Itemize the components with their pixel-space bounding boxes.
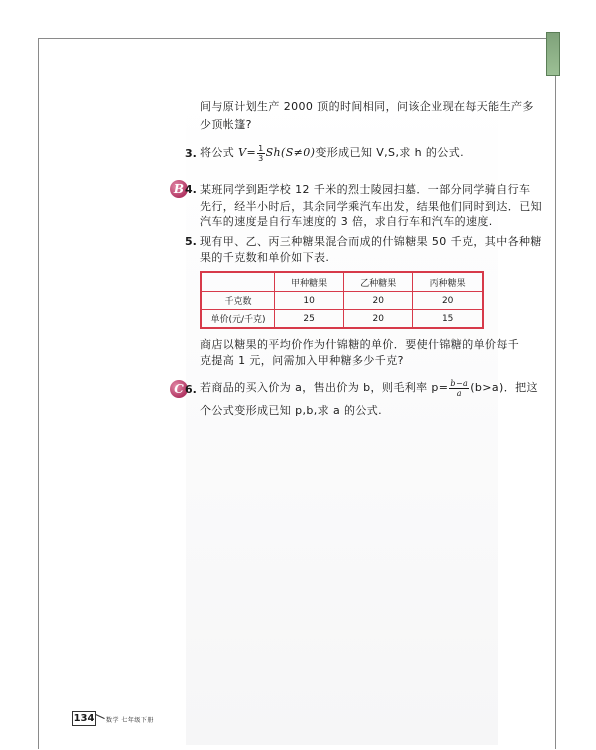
- level-b-badge: B: [170, 180, 188, 198]
- book-title: 数学 七年级下册: [106, 717, 154, 724]
- fraction-numerator: 1: [258, 143, 264, 153]
- problem-3-number: 3.: [185, 147, 197, 160]
- table-header-cell: 丙种糖果: [413, 272, 483, 292]
- level-c-badge: C: [170, 380, 188, 398]
- table-cell: 20: [344, 310, 413, 329]
- problem-4-line-2: 先行，经半小时后，其余同学乘汽车出发，结果他们同时到达．已知: [200, 200, 542, 213]
- problem-4-line-3: 汽车的速度是自行车速度的 3 倍，求自行车和汽车的速度.: [200, 215, 493, 228]
- problem-6-number: 6.: [185, 383, 197, 396]
- table-header-cell: 甲种糖果: [275, 272, 344, 292]
- candy-table: [200, 271, 484, 329]
- problem-4-line-1: 某班同学到距学校 12 千米的烈士陵园扫墓．一部分同学骑自行车: [200, 183, 531, 196]
- page-edge-tab: [546, 32, 560, 76]
- continuation-line-1: 间与原计划生产 2000 顶的时间相同，问该企业现在每天能生产多: [200, 100, 534, 113]
- problem-5-after-line-1: 商店以糖果的平均价作为什锦糖的单价．要使什锦糖的单价每千: [200, 338, 520, 351]
- table-cell: 25: [275, 310, 344, 329]
- problem-6-fraction: [449, 379, 469, 398]
- table-cell: 10: [275, 292, 344, 310]
- table-cell: 15: [413, 310, 483, 329]
- table-cell: 20: [413, 292, 483, 310]
- table-cell: 千克数: [201, 292, 275, 310]
- problem-4-number: 4.: [185, 183, 197, 196]
- problem-6-line-1: [200, 375, 538, 401]
- fraction-denominator: 3: [258, 153, 264, 163]
- table-row: [201, 292, 483, 310]
- problem-5-line-2: 果的千克数和单价如下表.: [200, 251, 330, 264]
- problem-3-prefix: 将公式: [200, 146, 235, 159]
- fraction-denominator: a: [456, 388, 462, 398]
- problem-3-formula-right: Sh(S≠0): [265, 146, 316, 159]
- table-header-row: [201, 272, 483, 292]
- problem-6-line-2: 个公式变形成已知 p,b,求 a 的公式.: [200, 404, 383, 417]
- problem-3-text: [200, 142, 464, 164]
- problem-3-fraction: [257, 144, 265, 163]
- problem-5-number: 5.: [185, 235, 197, 248]
- table-row: [201, 310, 483, 329]
- problem-3-formula-left: V=: [238, 146, 257, 159]
- continuation-line-2: 少顶帐篷?: [200, 118, 252, 131]
- problem-5-line-1: 现有甲、乙、丙三种糖果混合而成的什锦糖果 50 千克，其中各种糖: [200, 235, 542, 248]
- problem-5-after-line-2: 克提高 1 元，问需加入甲种糖多少千克?: [200, 354, 404, 367]
- problem-3-suffix: 变形成已知 V,S,求 h 的公式.: [315, 146, 465, 159]
- problem-6-prefix: 若商品的买入价为 a，售出价为 b，则毛利率 p=: [200, 381, 449, 394]
- fraction-numerator: b−a: [450, 378, 469, 388]
- problem-6-condition: (b>a)．把这: [470, 381, 538, 394]
- table-header-cell: 乙种糖果: [344, 272, 413, 292]
- table-header-cell: [201, 272, 275, 292]
- table-cell: 单价(元/千克): [201, 310, 275, 329]
- table-cell: 20: [344, 292, 413, 310]
- page-number: 134: [73, 713, 95, 724]
